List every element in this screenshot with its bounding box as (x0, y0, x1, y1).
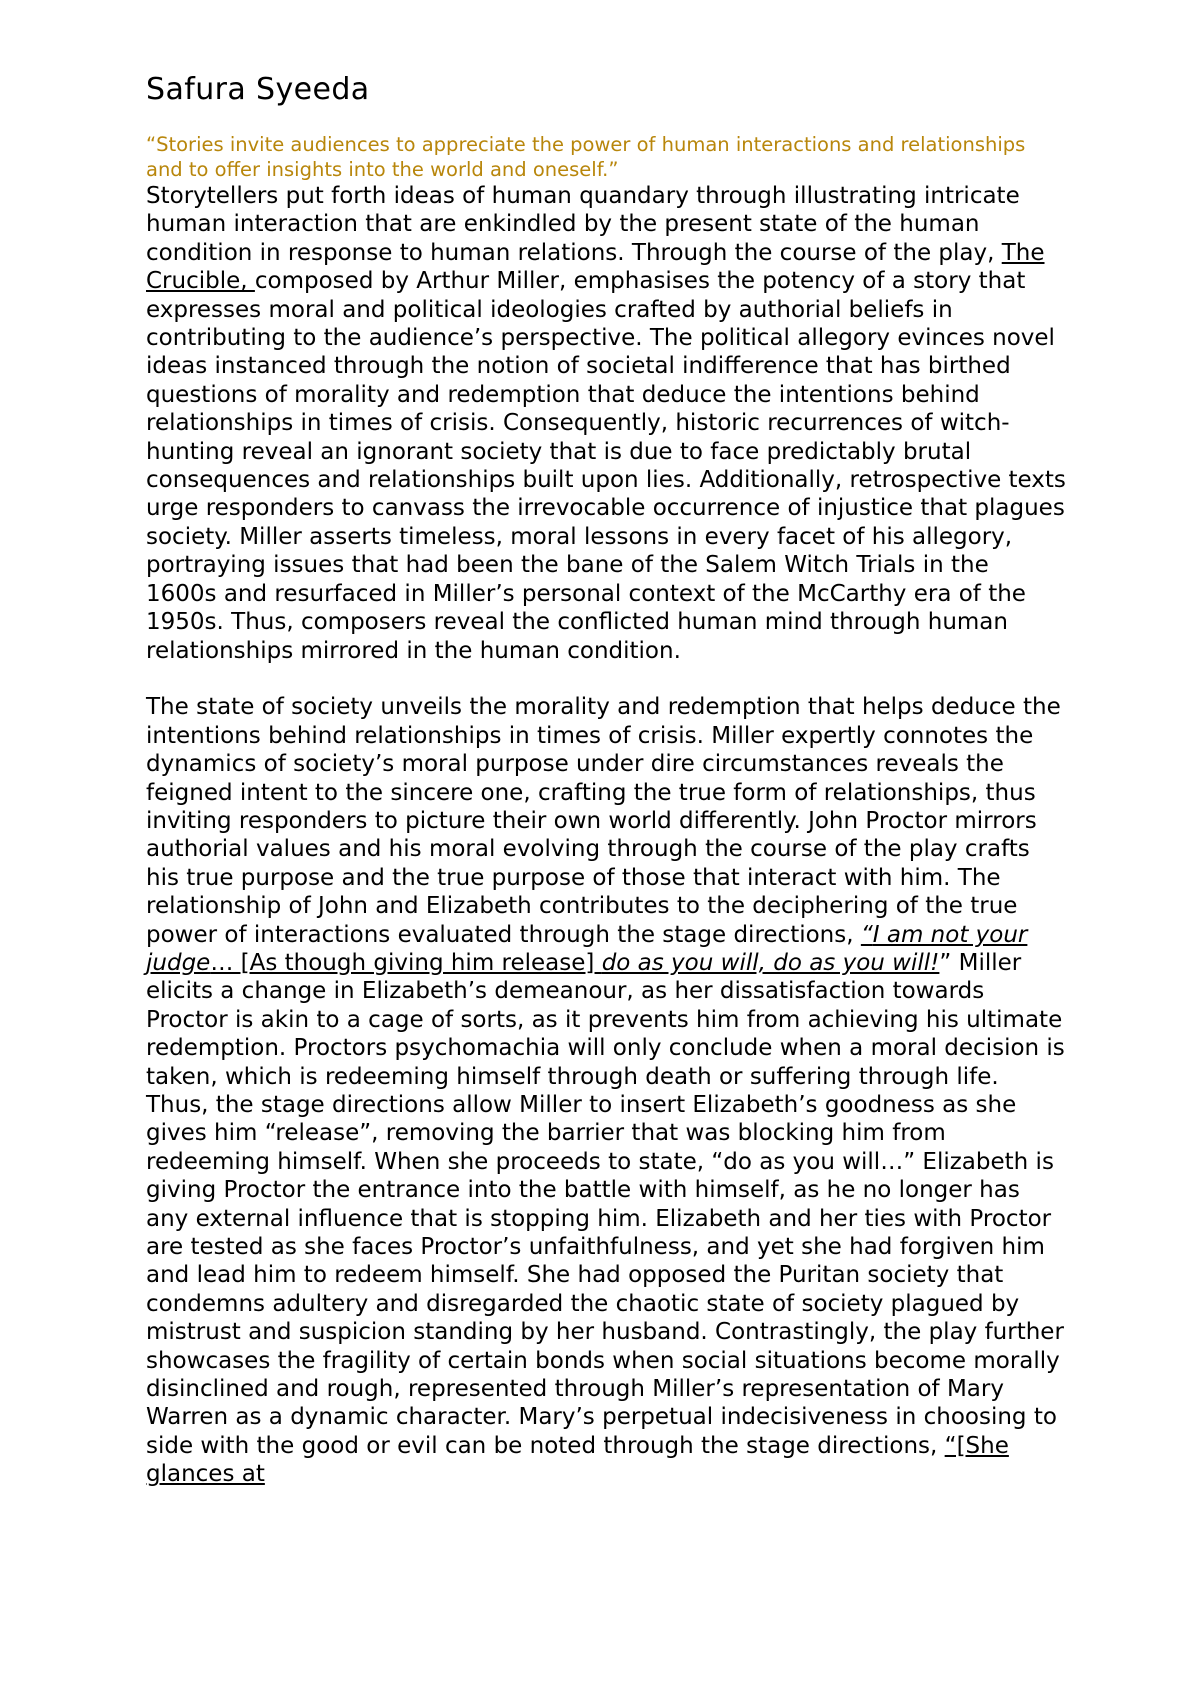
quote-she-glances: “[She glances at (146, 1432, 1009, 1488)
paragraph-text: Storytellers put forth ideas of human quandary through illustrating intricate human interaction that are enkindled by the present state of the human condition in response to human relations. Through the course of the play, (146, 183, 1020, 266)
paragraph-text: Miller elicits a change in Elizabeth’s demeanour, as her dissatisfaction towards Proctor is akin to a cage of sorts, as it prevents him from achieving his ultimate redemption. Proctors psychomachia will only conclude when a moral decision is taken, which is redeeming himself through death or suffering through life. Thus, the stage directions allow Miller to insert Elizabeth’s goodness as she gives him “release”, removing the barrier that was blocking him from redeeming himself. When she proceeds to state, “do as you will…” Elizabeth is giving Proctor the entrance into the battle with himself, as he no longer has any external influence that is stopping him. Elizabeth and her ties with Proctor are tested as she faces Proctor’s unfaithfulness, and yet she had forgiven him and lead him to redeem himself. She had opposed the Puritan society that condemns adultery and disregarded the chaotic state of society plagued by mistrust and suspicion standing by her husband. Contrastingly, the play further showcases the fragility of certain bonds when social situations become morally disinclined and rough, represented through Miller’s representation of Mary Warren as a dynamic character. Mary’s perpetual indecisiveness in choosing to side with the good or evil can be noted through the stage directions, (146, 949, 1065, 1459)
quote-mark-close: ” (939, 949, 952, 976)
quote-mark-open: “ (860, 921, 873, 948)
quote-judge: I am not your judge (146, 921, 1028, 976)
paragraph-introduction (146, 182, 1066, 665)
quote-do-as-you-will: do as you will, do as you will! (601, 949, 940, 976)
text-title-the-crucible: The Crucible, (146, 239, 1045, 295)
paragraph-text: The state of society unveils the morality and redemption that helps deduce the intentions behind relationships in times of crisis. Miller expertly connotes the dynamics of society’s moral purpose under dire circumstances reveals the feigned intent to the sincere one, crafting the true form of relationships, thus inviting responders to picture their own world differently. John Proctor mirrors authorial values and his moral evolving through the course of the play crafts his true purpose and the true purpose of those that interact with him. The relationship of John and Elizabeth contributes to the deciphering of the true power of interactions evaluated through the stage directions, (146, 694, 1061, 948)
quote-stage-direction: … [As though giving him release] (210, 949, 602, 976)
paragraph-body-1 (146, 693, 1066, 1488)
paragraph-text: composed by Arthur Miller, emphasises the potency of a story that expresses moral and political ideologies crafted by authorial beliefs in contributing to the audience’s perspective. The political allegory evinces novel ideas instanced through the notion of societal indifference that has birthed questions of morality and redemption that deduce the intentions behind relationships in times of crisis. Consequently, historic recurrences of witch-hunting reveal an ignorant society that is due to face predictably brutal consequences and relationships built upon lies. Additionally, retrospective texts urge responders to canvass the irrevocable occurrence of injustice that plagues society. Miller asserts timeless, moral lessons in every facet of his allegory, portraying issues that had been the bane of the Salem Witch Trials in the 1600s and resurfaced in Miller’s personal context of the McCarthy era of the 1950s. Thus, composers reveal the conflicted human mind through human relationships mirrored in the human condition. (146, 268, 1066, 664)
author-name: Safura Syeeda (146, 72, 370, 107)
essay-prompt-quote: “Stories invite audiences to appreciate the power of human interactions and relationships and to offer insights into the world and oneself.” (146, 133, 1026, 181)
document-body (146, 70, 1066, 1489)
